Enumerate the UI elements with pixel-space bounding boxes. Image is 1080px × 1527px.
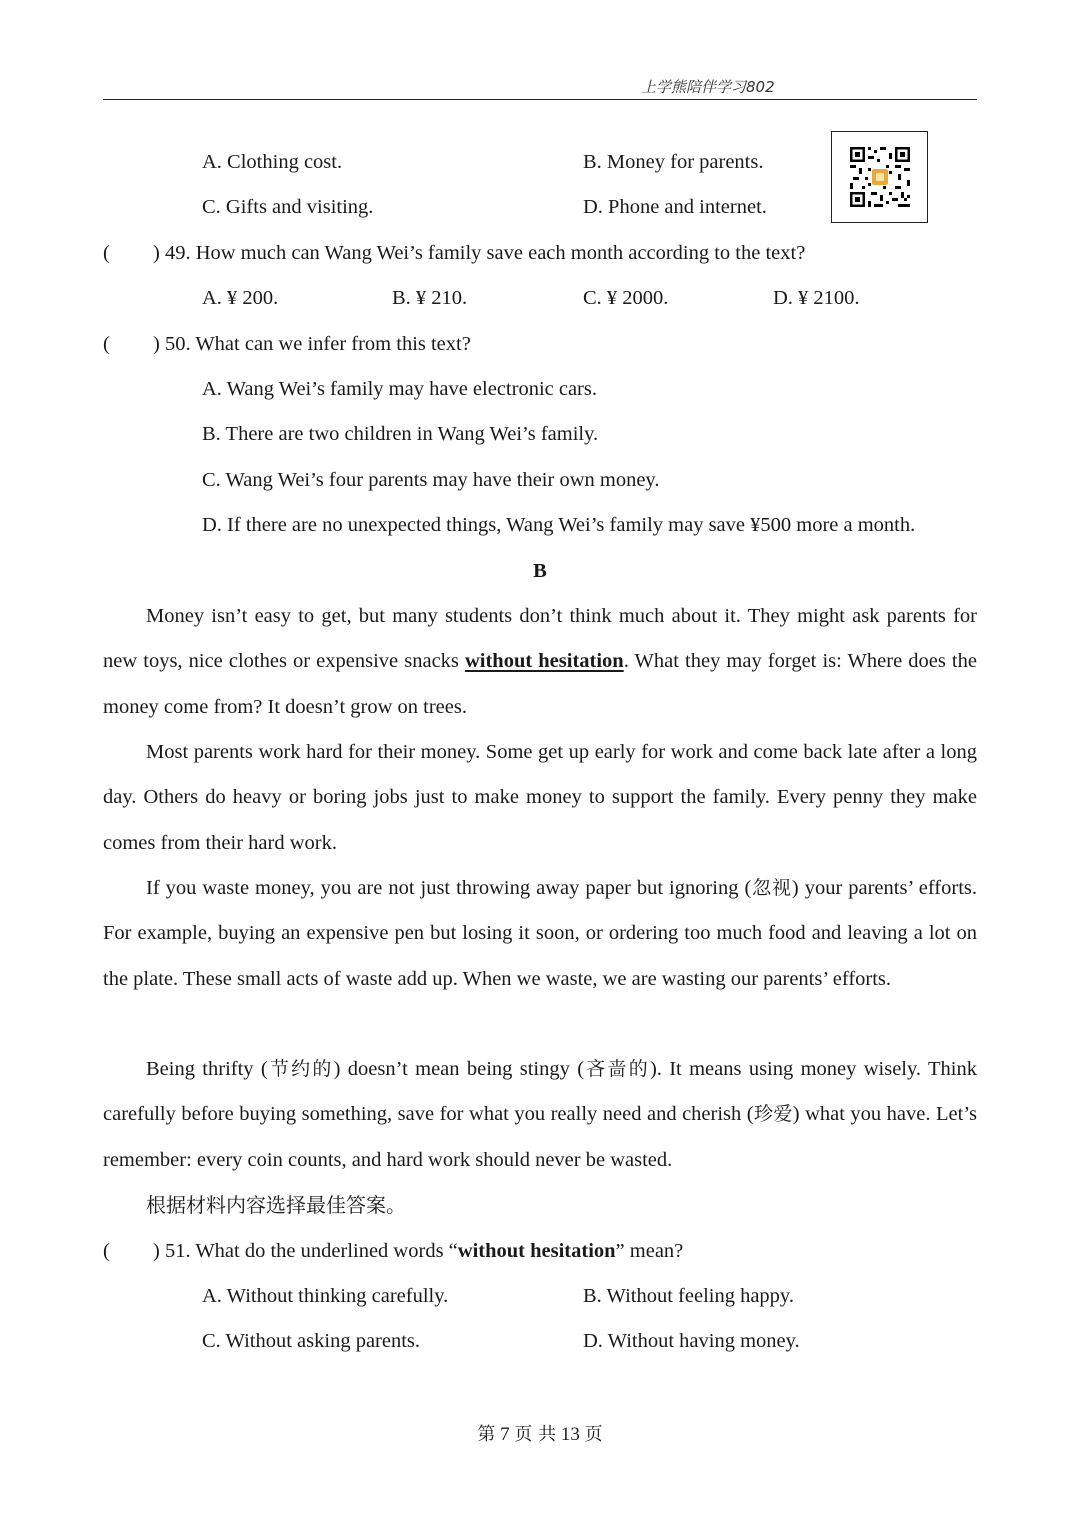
qr-code-icon: [832, 132, 927, 222]
underlined-phrase: without hesitation: [464, 650, 624, 673]
q50-option-d: D. If there are no unexpected things, Wang Wei’s family may save ¥500 more a month.: [202, 514, 916, 536]
q50-option-c: C. Wang Wei’s four parents may have their own money.: [202, 469, 660, 491]
q51-option-b: B. Without feeling happy.: [583, 1285, 794, 1307]
page-footer: 第 7 页 共 13 页: [477, 1424, 603, 1445]
q49-option-a: A. ¥ 200.: [202, 287, 279, 309]
q48-option-b: B. Money for parents.: [583, 151, 764, 173]
q48-option-a: A. Clothing cost.: [202, 151, 343, 173]
q48-option-c: C. Gifts and visiting.: [202, 196, 374, 218]
answer-blank: (: [103, 242, 110, 264]
header-divider: [103, 99, 977, 100]
question-49-stem: ) 49. How much can Wang Wei’s family save each month according to the text?: [153, 242, 806, 264]
page-number: 7: [500, 1424, 510, 1445]
passage-paragraph-1: Money isn’t easy to get, but many students don’t think much about it. They might ask parents for new toys, nice clothes or expensive snacks without hesitation. What they may forget is: Where does the money come from? It doesn’t grow on trees.: [103, 605, 977, 718]
q50-option-a: A. Wang Wei’s family may have electronic cars.: [202, 378, 597, 400]
page-header: 上学熊陪伴学习802: [641, 78, 775, 96]
q48-option-d: D. Phone and internet.: [583, 196, 767, 218]
passage-paragraph-2: Most parents work hard for their money. Some get up early for work and come back late after a long day. Others do heavy or boring jobs just to make money to support the family. Every penny they make comes from their hard work.: [103, 741, 977, 854]
question-49: [103, 243, 805, 264]
section-title: B: [533, 560, 547, 582]
answer-blank: (: [103, 333, 110, 355]
question-50: [103, 334, 471, 355]
question-50-stem: ) 50. What can we infer from this text?: [153, 333, 471, 355]
passage-paragraph-3: If you waste money, you are not just throwing away paper but ignoring (忽视) your parents’ efforts. For example, buying an expensive pen but losing it soon, or ordering too much food and leaving a lot on the plate. These small acts of waste add up. When we waste, we are wasting our parents’ efforts.: [103, 877, 977, 990]
q49-option-b: B. ¥ 210.: [392, 287, 468, 309]
page-total: 13: [560, 1424, 580, 1445]
q51-option-d: D. Without having money.: [583, 1330, 800, 1352]
q49-option-c: C. ¥ 2000.: [583, 287, 669, 309]
passage-paragraph-4: Being thrifty (节约的) doesn’t mean being stingy (吝啬的). It means using money wisely. Think carefully before buying something, save for what you really need and cherish (珍爱) what you have. Let’s remember: every coin counts, and hard work should never be wasted.: [103, 1058, 977, 1171]
question-51: ( ) 51. What do the underlined words “without hesitation” mean?: [103, 1240, 684, 1262]
q50-option-b: B. There are two children in Wang Wei’s family.: [202, 423, 599, 445]
qr-code: [831, 131, 928, 223]
q51-option-a: A. Without thinking carefully.: [202, 1285, 449, 1307]
answer-blank: (: [103, 1240, 110, 1262]
q51-option-c: C. Without asking parents.: [202, 1330, 421, 1352]
q49-option-d: D. ¥ 2100.: [773, 287, 860, 309]
instruction: 根据材料内容选择最佳答案。: [146, 1193, 406, 1217]
